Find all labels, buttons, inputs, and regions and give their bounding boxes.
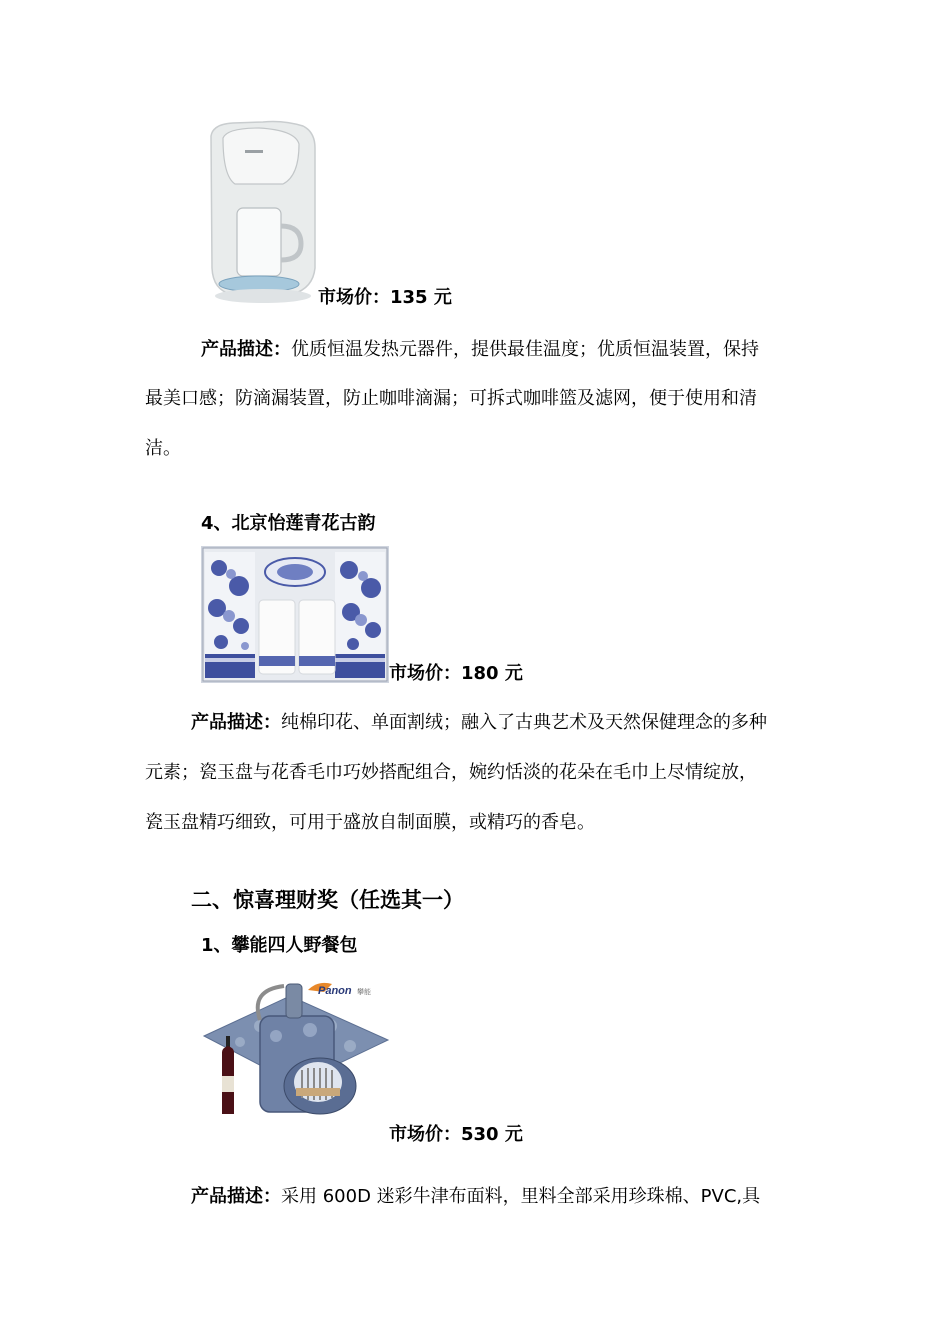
description-text: 最美口感；防滴漏装置，防止咖啡滴漏；可拆式咖啡篮及滤网，便于使用和清 (145, 388, 757, 409)
description-label: 产品描述： (201, 339, 291, 360)
product-price: 市场价：135 元 (318, 287, 452, 308)
description-label: 产品描述： (191, 712, 281, 733)
product-description (201, 338, 759, 362)
product-price: 市场价：180 元 (389, 663, 523, 684)
description-text: 纯棉印花、单面割绒；融入了古典艺术及天然保健理念的多种 (281, 712, 767, 733)
coffee-maker-image (203, 118, 318, 306)
description-text: 优质恒温发热元器件，提供最佳温度；优质恒温装置，保持 (291, 339, 759, 360)
picnic-bag-image (200, 976, 390, 1124)
svg-text:攀能: 攀能 (357, 988, 371, 996)
product-description (191, 1185, 760, 1209)
product-heading: 4、北京怡莲青花古韵 (201, 513, 376, 534)
product-description (191, 711, 767, 735)
description-text: 采用 600D 迷彩牛津布面料，里料全部采用珍珠棉、PVC,具 (281, 1186, 761, 1207)
description-text: 元素；瓷玉盘与花香毛巾巧妙搭配组合，婉约恬淡的花朵在毛巾上尽情绽放， (145, 762, 757, 783)
product-price: 市场价：530 元 (389, 1124, 523, 1145)
svg-text:Panon: Panon (318, 985, 352, 997)
product-heading: 1、攀能四人野餐包 (201, 935, 358, 956)
section-heading: 二、惊喜理财奖（任选其一） (191, 888, 464, 912)
description-text: 洁。 (145, 438, 181, 459)
description-label: 产品描述： (191, 1186, 281, 1207)
description-text: 瓷玉盘精巧细致，可用于盛放自制面膜，或精巧的香皂。 (145, 812, 595, 833)
towel-gift-set-image (201, 546, 389, 683)
